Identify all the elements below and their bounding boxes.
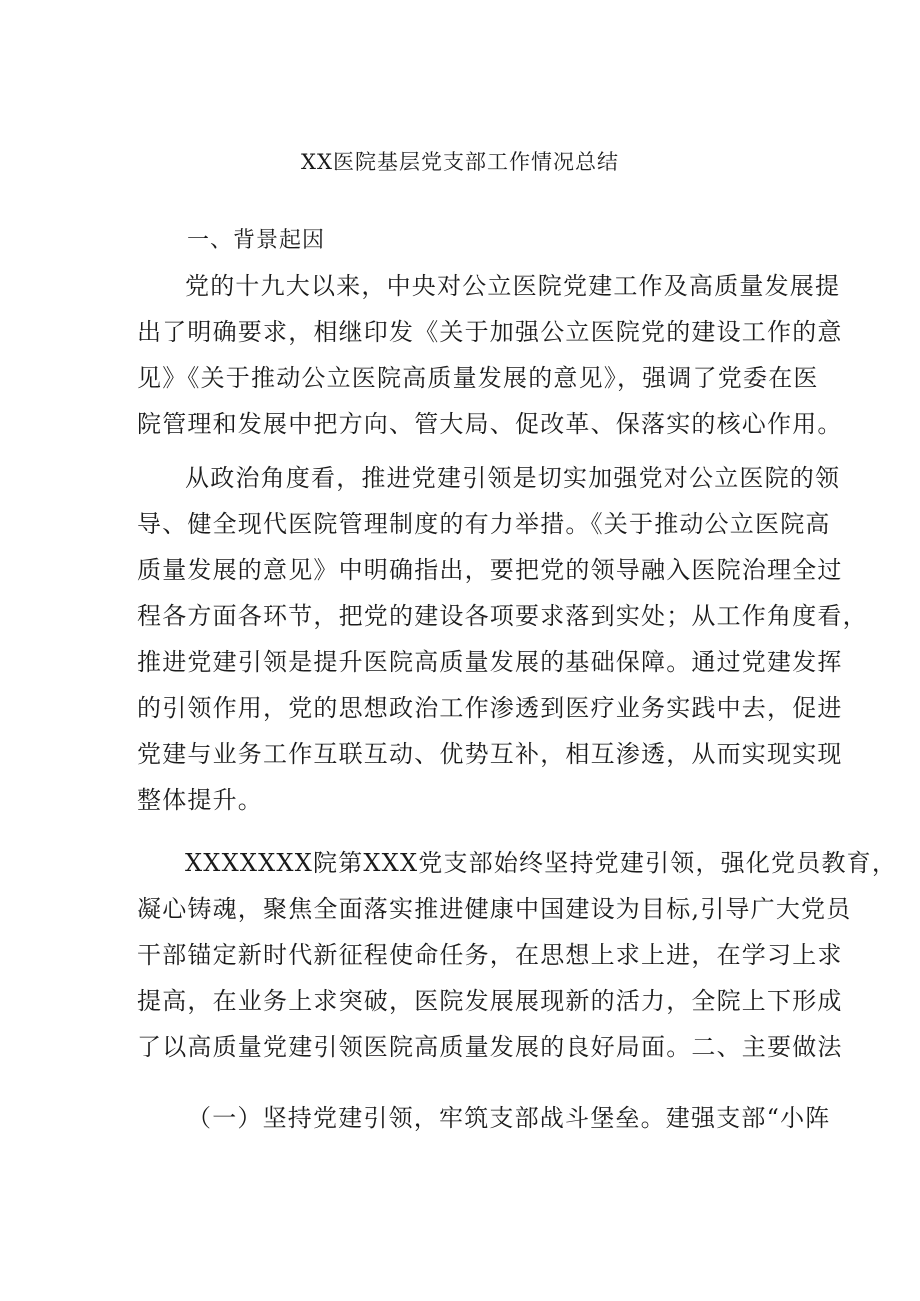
text-line: 提高，在业务上求突破，医院发展展现新的活力，全院上下形成 xyxy=(137,987,843,1015)
paragraph-political-perspective xyxy=(137,455,868,823)
paragraph-main-practice-1 xyxy=(187,1095,831,1141)
section-heading-background: 一、背景起因 xyxy=(187,228,326,253)
text-line: 见》《关于推动公立医院高质量发展的意见》，强调了党委在医 xyxy=(137,364,819,392)
document-title: XX医院基层党支部工作情况总结 xyxy=(301,150,619,174)
paragraph-branch-overview xyxy=(137,840,898,1070)
text-line: 从政治角度看，推进党建引领是切实加强党对公立医院的领 xyxy=(185,464,841,492)
text-line: 导、健全现代医院管理制度的有力举措。《关于推动公立医院高 xyxy=(137,510,831,538)
text-line: 程各方面各环节，把党的建设各项要求落到实处；从工作角度看， xyxy=(137,602,868,630)
text-line: 质量发展的意见》中明确指出，要把党的领导融入医院治理全过 xyxy=(137,556,843,584)
text-line: 整体提升。 xyxy=(137,786,263,814)
text-line: 院管理和发展中把方向、管大局、促改革、保落实的核心作用。 xyxy=(137,410,843,438)
text-line: 推进党建引领是提升医院高质量发展的基础保障。通过党建发挥 xyxy=(137,648,843,676)
text-line: （一）坚持党建引领，牢筑支部战斗堡垒。建强支部“小阵 xyxy=(187,1104,831,1132)
text-line: 的引领作用，党的思想政治工作渗透到医疗业务实践中去，促进 xyxy=(137,694,843,722)
text-line: 党建与业务工作互联互动、优势互补，相互渗透，从而实现实现 xyxy=(137,740,843,768)
text-line: 干部锚定新时代新征程使命任务，在思想上求上进，在学习上求 xyxy=(137,941,843,969)
text-line: XXXXXXX院第XXX党支部始终坚持党建引领，强化党员教育， xyxy=(185,849,898,877)
text-line: 出了明确要求，相继印发《关于加强公立医院党的建设工作的意 xyxy=(137,318,843,346)
paragraph-background xyxy=(137,263,843,447)
text-line: 了以高质量党建引领医院高质量发展的良好局面。二、主要做法 xyxy=(137,1033,843,1061)
text-line: 凝心铸魂，聚焦全面落实推进健康中国建设为目标,引导广大党员 xyxy=(137,895,852,923)
text-line: 党的十九大以来，中央对公立医院党建工作及高质量发展提 xyxy=(185,272,841,300)
